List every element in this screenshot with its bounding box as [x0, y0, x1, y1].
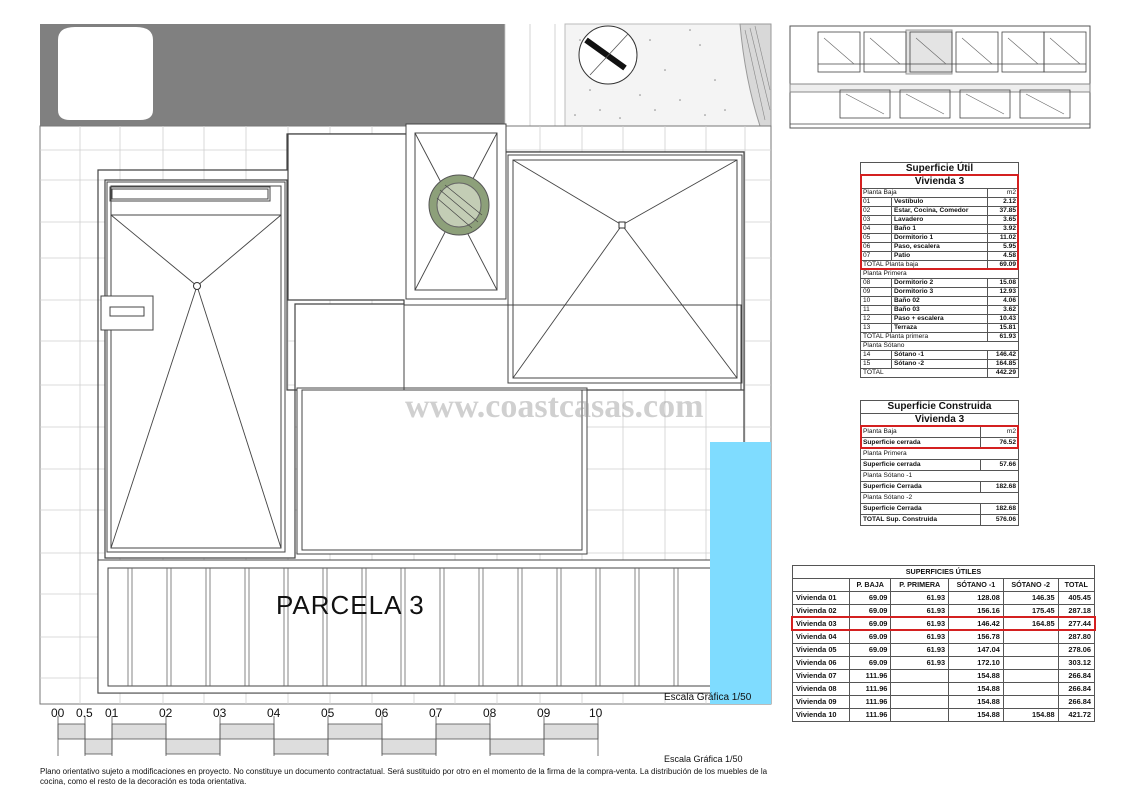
summary-cell: 69.09	[850, 618, 891, 631]
construida-value-row	[861, 482, 1019, 493]
util-table	[860, 162, 1019, 378]
util-unit: m2	[988, 189, 1019, 198]
watermark: www.coastcasas.com	[405, 388, 704, 425]
room-name: Dormitorio 1	[892, 234, 988, 243]
summary-cell: 69.09	[850, 605, 891, 618]
summary-header-cell: TOTAL	[1058, 579, 1094, 592]
util-total-row	[861, 369, 1019, 378]
summary-header-cell	[793, 579, 850, 592]
summary-cell: 111.96	[850, 670, 891, 683]
util-room-row	[861, 297, 1019, 306]
summary-cell	[891, 709, 949, 722]
construida-value-row	[861, 504, 1019, 515]
util-room-row	[861, 279, 1019, 288]
room-number: 07	[861, 252, 892, 261]
room-name: Terraza	[892, 324, 988, 333]
summary-cell	[1003, 696, 1058, 709]
summary-row-label: Vivienda 02	[793, 605, 850, 618]
summary-cell: 146.35	[1003, 592, 1058, 605]
scale-tick: 02	[159, 706, 173, 720]
scale-tick: 09	[537, 706, 551, 720]
util-total-row	[861, 333, 1019, 342]
util-room-row	[861, 351, 1019, 360]
summary-cell: 266.84	[1058, 670, 1094, 683]
room-number: 01	[861, 198, 892, 207]
construida-value: 57.66	[980, 460, 1018, 471]
summary-cell: 164.85	[1003, 618, 1058, 631]
summary-row	[793, 644, 1095, 657]
summary-cell: 154.88	[949, 709, 1004, 722]
room-area: 12.93	[988, 288, 1019, 297]
util-room-row	[861, 315, 1019, 324]
summary-cell: 128.08	[949, 592, 1004, 605]
construida-section-row	[861, 449, 1019, 460]
room-area: 15.08	[988, 279, 1019, 288]
util-table-wrap	[860, 162, 1019, 378]
summary-cell: 61.93	[891, 592, 949, 605]
room-number: 13	[861, 324, 892, 333]
total-value: 69.09	[988, 261, 1019, 270]
util-title-row	[861, 163, 1019, 176]
room-number: 08	[861, 279, 892, 288]
construida-section: Planta Sótano -2	[861, 493, 1019, 504]
summary-cell: 61.93	[891, 644, 949, 657]
construida-value: 182.68	[980, 482, 1018, 493]
summary-cell: 175.45	[1003, 605, 1058, 618]
construida-label: Superficie cerrada	[861, 460, 981, 471]
room-name: Sótano -2	[892, 360, 988, 369]
summary-cell: 61.93	[891, 618, 949, 631]
total-label: TOTAL	[861, 369, 988, 378]
room-number: 05	[861, 234, 892, 243]
construida-label: Superficie Cerrada	[861, 504, 981, 515]
room-area: 146.42	[988, 351, 1019, 360]
summary-cell	[1003, 644, 1058, 657]
util-section-name: Planta Baja	[861, 189, 988, 198]
summary-cell	[1003, 683, 1058, 696]
summary-cell: 61.93	[891, 657, 949, 670]
summary-title: SUPERFICIES ÚTILES	[793, 566, 1095, 579]
util-room-row	[861, 198, 1019, 207]
scale-tick: 05	[321, 706, 335, 720]
summary-row	[793, 605, 1095, 618]
summary-cell: 154.88	[949, 670, 1004, 683]
room-area: 11.02	[988, 234, 1019, 243]
summary-row-label: Vivienda 05	[793, 644, 850, 657]
util-total-row	[861, 261, 1019, 270]
construida-title-row	[861, 401, 1019, 414]
scale-tick: 00	[51, 706, 65, 720]
summary-cell: 69.09	[850, 657, 891, 670]
scale-tick: 03	[213, 706, 227, 720]
construida-value: 182.68	[980, 504, 1018, 515]
room-name: Paso + escalera	[892, 315, 988, 324]
chimney	[101, 296, 153, 330]
construida-total-value: 576.06	[980, 515, 1018, 526]
room-area: 3.62	[988, 306, 1019, 315]
room-number: 10	[861, 297, 892, 306]
summary-cell: 156.16	[949, 605, 1004, 618]
summary-cell: 61.93	[891, 631, 949, 644]
summary-cell: 156.78	[949, 631, 1004, 644]
construida-section-row	[861, 427, 1019, 438]
summary-cell: 111.96	[850, 696, 891, 709]
summary-table	[792, 565, 1095, 722]
summary-cell: 266.84	[1058, 696, 1094, 709]
scale-tick: 04	[267, 706, 281, 720]
summary-cell: 266.84	[1058, 683, 1094, 696]
summary-cell: 172.10	[949, 657, 1004, 670]
room-number: 14	[861, 351, 892, 360]
summary-header-cell: P. PRIMERA	[891, 579, 949, 592]
summary-row-label: Vivienda 04	[793, 631, 850, 644]
construida-table	[860, 400, 1019, 526]
util-room-row	[861, 216, 1019, 225]
construida-total-label: TOTAL Sup. Construida	[861, 515, 981, 526]
total-label: TOTAL Planta primera	[861, 333, 988, 342]
util-subtitle-row	[861, 176, 1019, 189]
scale-tick-labels	[0, 706, 620, 722]
construida-label: Superficie Cerrada	[861, 482, 981, 493]
summary-cell: 61.93	[891, 605, 949, 618]
room-name: Patio	[892, 252, 988, 261]
room-area: 4.06	[988, 297, 1019, 306]
summary-cell: 154.88	[1003, 709, 1058, 722]
util-room-row	[861, 234, 1019, 243]
room-area: 10.43	[988, 315, 1019, 324]
summary-header-row	[793, 579, 1095, 592]
room-name: Baño 02	[892, 297, 988, 306]
summary-row	[793, 618, 1095, 631]
summary-cell	[1003, 670, 1058, 683]
car-silhouette-icon	[58, 27, 153, 120]
room-area: 164.85	[988, 360, 1019, 369]
construida-unit: m2	[980, 427, 1018, 438]
summary-cell	[891, 670, 949, 683]
summary-cell: 146.42	[949, 618, 1004, 631]
room-name: Dormitorio 2	[892, 279, 988, 288]
scale-label-bottom: Escala Gráfica 1/50	[664, 754, 743, 764]
scale-tick: 06	[375, 706, 389, 720]
room-number: 03	[861, 216, 892, 225]
room-number: 15	[861, 360, 892, 369]
summary-cell	[1003, 657, 1058, 670]
summary-row-label: Vivienda 06	[793, 657, 850, 670]
room-number: 12	[861, 315, 892, 324]
construida-section: Planta Baja	[861, 427, 981, 438]
summary-cell: 69.09	[850, 631, 891, 644]
room-name: Sótano -1	[892, 351, 988, 360]
room-name: Vestíbulo	[892, 198, 988, 207]
summary-cell	[891, 696, 949, 709]
room-name: Lavadero	[892, 216, 988, 225]
room-area: 15.81	[988, 324, 1019, 333]
summary-row	[793, 592, 1095, 605]
summary-cell	[891, 683, 949, 696]
room-name: Dormitorio 3	[892, 288, 988, 297]
scale-bar	[58, 716, 598, 756]
scale-tick: 0.5	[76, 706, 93, 720]
construida-title: Superficie Construida	[861, 401, 1019, 414]
util-room-row	[861, 306, 1019, 315]
room-name: Paso, escalera	[892, 243, 988, 252]
construida-subtitle: Vivienda 3	[861, 414, 1019, 427]
scale-tick: 01	[105, 706, 119, 720]
construida-total-row	[861, 515, 1019, 526]
room-area: 2.12	[988, 198, 1019, 207]
summary-row	[793, 631, 1095, 644]
summary-header-cell: SÓTANO -1	[949, 579, 1004, 592]
construida-section: Planta Primera	[861, 449, 1019, 460]
summary-row-label: Vivienda 10	[793, 709, 850, 722]
summary-cell: 147.04	[949, 644, 1004, 657]
room-number: 09	[861, 288, 892, 297]
summary-cell: 69.09	[850, 644, 891, 657]
summary-cell: 303.12	[1058, 657, 1094, 670]
total-value: 442.29	[988, 369, 1019, 378]
room-area: 4.58	[988, 252, 1019, 261]
room-area: 3.92	[988, 225, 1019, 234]
construida-section: Planta Sótano -1	[861, 471, 1019, 482]
summary-row	[793, 657, 1095, 670]
util-room-row	[861, 207, 1019, 216]
summary-row	[793, 696, 1095, 709]
summary-header-cell: P. BAJA	[850, 579, 891, 592]
summary-cell: 111.96	[850, 683, 891, 696]
room-area: 5.95	[988, 243, 1019, 252]
room-name: Estar, Cocina, Comedor	[892, 207, 988, 216]
summary-cell: 111.96	[850, 709, 891, 722]
scale-label-inner: Escala Gráfica 1/50	[664, 692, 752, 703]
summary-row	[793, 683, 1095, 696]
construida-value: 76.52	[980, 438, 1018, 449]
room-area: 3.65	[988, 216, 1019, 225]
summary-cell: 421.72	[1058, 709, 1094, 722]
site-key-plan	[788, 24, 1093, 132]
room-area: 37.85	[988, 207, 1019, 216]
construida-label: Superficie cerrada	[861, 438, 981, 449]
util-room-row	[861, 243, 1019, 252]
total-label: TOTAL Planta baja	[861, 261, 988, 270]
room-number: 02	[861, 207, 892, 216]
summary-title-row	[793, 566, 1095, 579]
parcel-label: PARCELA 3	[276, 590, 425, 620]
util-room-row	[861, 360, 1019, 369]
summary-header-cell: SÓTANO -2	[1003, 579, 1058, 592]
util-section-row	[861, 342, 1019, 351]
construida-subtitle-row	[861, 414, 1019, 427]
util-section-row	[861, 189, 1019, 198]
summary-row-label: Vivienda 07	[793, 670, 850, 683]
total-value: 61.93	[988, 333, 1019, 342]
room-number: 06	[861, 243, 892, 252]
construida-section-row	[861, 493, 1019, 504]
summary-cell: 405.45	[1058, 592, 1094, 605]
util-room-row	[861, 288, 1019, 297]
summary-cell: 277.44	[1058, 618, 1094, 631]
summary-cell: 154.88	[949, 696, 1004, 709]
construida-table-wrap	[860, 400, 1019, 526]
footer-disclaimer: Plano orientativo sujeto a modificaciones en proyecto. No constituye un documento contractatual. Será sustituido por otro en el momento de la firma de la compra-venta. La distribución de los muebles de la cocina, como el resto de la decoración es toda orientativa.	[40, 767, 768, 786]
summary-cell: 154.88	[949, 683, 1004, 696]
scale-tick: 08	[483, 706, 497, 720]
util-room-row	[861, 252, 1019, 261]
util-section-name: Planta Sótano	[861, 342, 1019, 351]
room-name: Baño 1	[892, 225, 988, 234]
summary-cell: 278.06	[1058, 644, 1094, 657]
util-section-row	[861, 270, 1019, 279]
util-title: Superficie Útil	[861, 163, 1019, 176]
summary-row-label: Vivienda 03	[793, 618, 850, 631]
util-room-row	[861, 324, 1019, 333]
summary-cell	[1003, 631, 1058, 644]
summary-cell: 287.80	[1058, 631, 1094, 644]
summary-row	[793, 670, 1095, 683]
scale-tick: 07	[429, 706, 443, 720]
util-section-name: Planta Primera	[861, 270, 1019, 279]
summary-row-label: Vivienda 08	[793, 683, 850, 696]
summary-row	[793, 709, 1095, 722]
summary-cell: 69.09	[850, 592, 891, 605]
summary-table-wrap	[792, 565, 1095, 722]
summary-row-label: Vivienda 09	[793, 696, 850, 709]
pergola	[98, 560, 744, 693]
room-name: Baño 03	[892, 306, 988, 315]
summary-cell: 287.18	[1058, 605, 1094, 618]
util-room-row	[861, 225, 1019, 234]
room-number: 04	[861, 225, 892, 234]
construida-value-row	[861, 438, 1019, 449]
summary-row-label: Vivienda 01	[793, 592, 850, 605]
construida-value-row	[861, 460, 1019, 471]
util-subtitle: Vivienda 3	[861, 176, 1019, 189]
room-number: 11	[861, 306, 892, 315]
scale-tick: 10	[589, 706, 603, 720]
swimming-pool	[710, 442, 771, 704]
construida-section-row	[861, 471, 1019, 482]
